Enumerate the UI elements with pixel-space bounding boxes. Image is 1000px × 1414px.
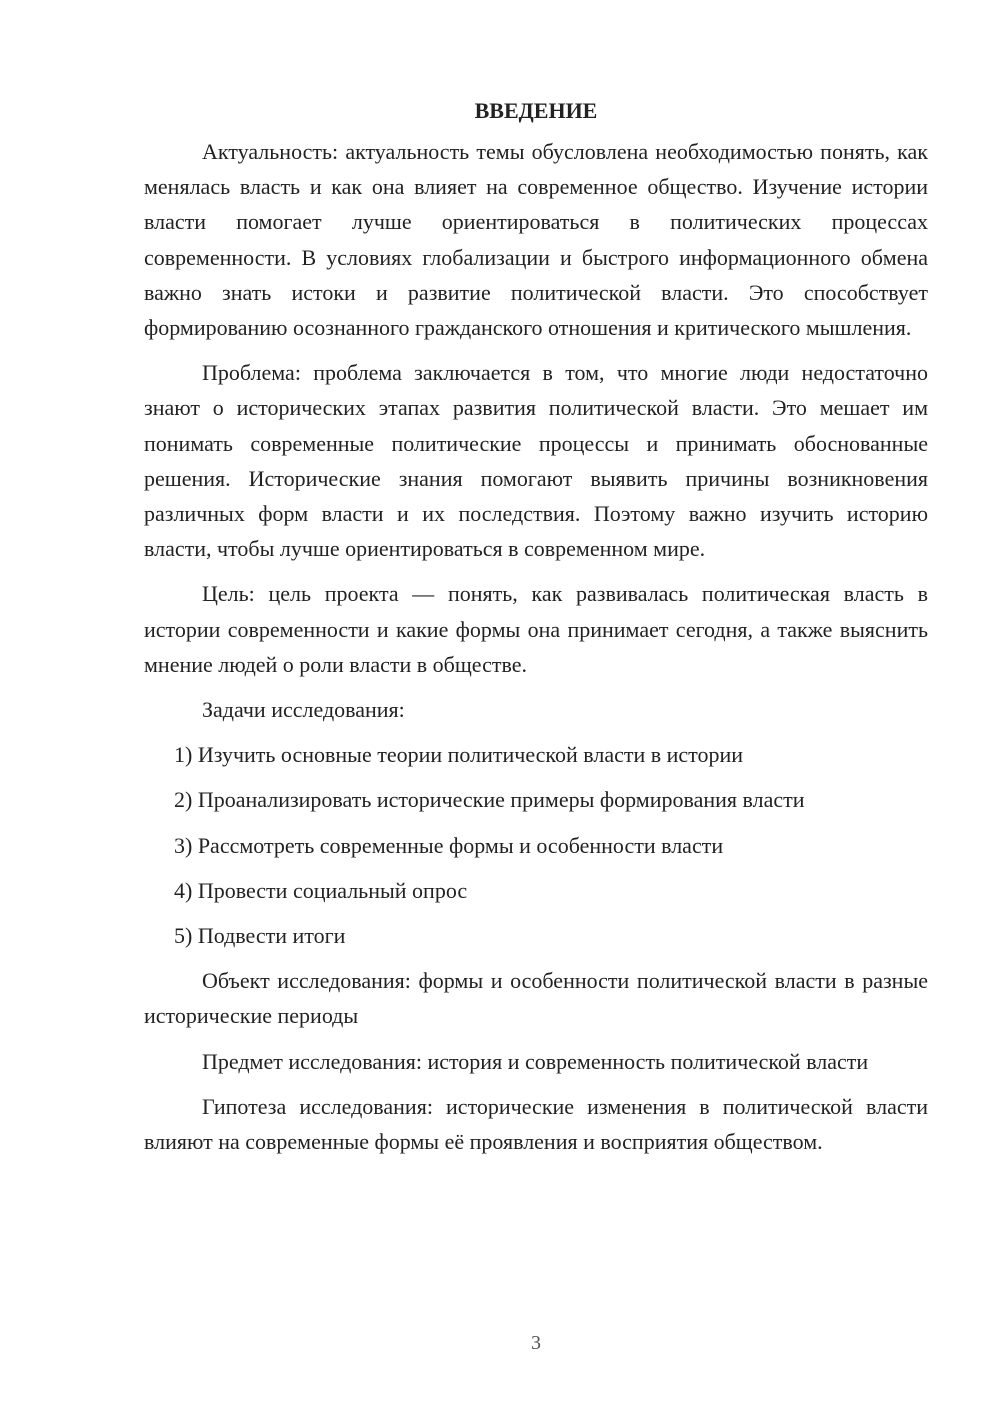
page-number: 3 xyxy=(531,1332,541,1354)
problem-paragraph: Проблема: проблема заключается в том, что многие люди недостаточно знают о исторических этапах развития политической власти. Это мешает им понимать современные политические процессы и принимать обоснованные решения. Исторические знания помогают выявить причины возникновения различных форм власти и их последствия. Поэтому важно изучить историю власти, чтобы лучше ориентироваться в современном мире. xyxy=(144,360,928,562)
hypothesis-paragraph: Гипотеза исследования: исторические изменения в политической власти влияют на современные формы её проявления и восприятия обществом. xyxy=(144,1093,928,1155)
list-item: 4) Провести социальный опрос xyxy=(174,877,468,903)
relevance-paragraph: Актуальность: актуальность темы обусловлена необходимостью понять, как менялась власть и как она влияет на современное общество. Изучение истории власти помогает лучше ориентироваться в политических процессах современности. В условиях глобализации и быстрого информационного обмена важно знать истоки и развитие политической власти. Это способствует формированию осознанного гражданского отношения и критического мышления. xyxy=(144,139,928,341)
research-object-paragraph: Объект исследования: формы и особенности политической власти в разные исторические периоды xyxy=(144,968,928,1029)
section-title: ВВЕДЕНИЕ xyxy=(474,98,598,123)
tasks-heading: Задачи исследования: xyxy=(202,697,405,723)
list-item: 3) Рассмотреть современные формы и особенности власти xyxy=(174,832,724,858)
tasks-list xyxy=(144,737,928,953)
document-page xyxy=(144,92,928,1169)
research-subject-paragraph: Предмет исследования: история и современность политической власти xyxy=(202,1048,869,1074)
goal-paragraph: Цель: цель проекта — понять, как развивалась политическая власть в истории современности и какие формы она принимает сегодня, а также выяснить мнение людей о роли власти в обществе. xyxy=(144,581,928,677)
list-item: 2) Проанализировать исторические примеры формирования власти xyxy=(174,787,805,813)
list-item: 5) Подвести итоги xyxy=(174,923,346,949)
list-item: 1) Изучить основные теории политической власти в истории xyxy=(174,742,744,768)
